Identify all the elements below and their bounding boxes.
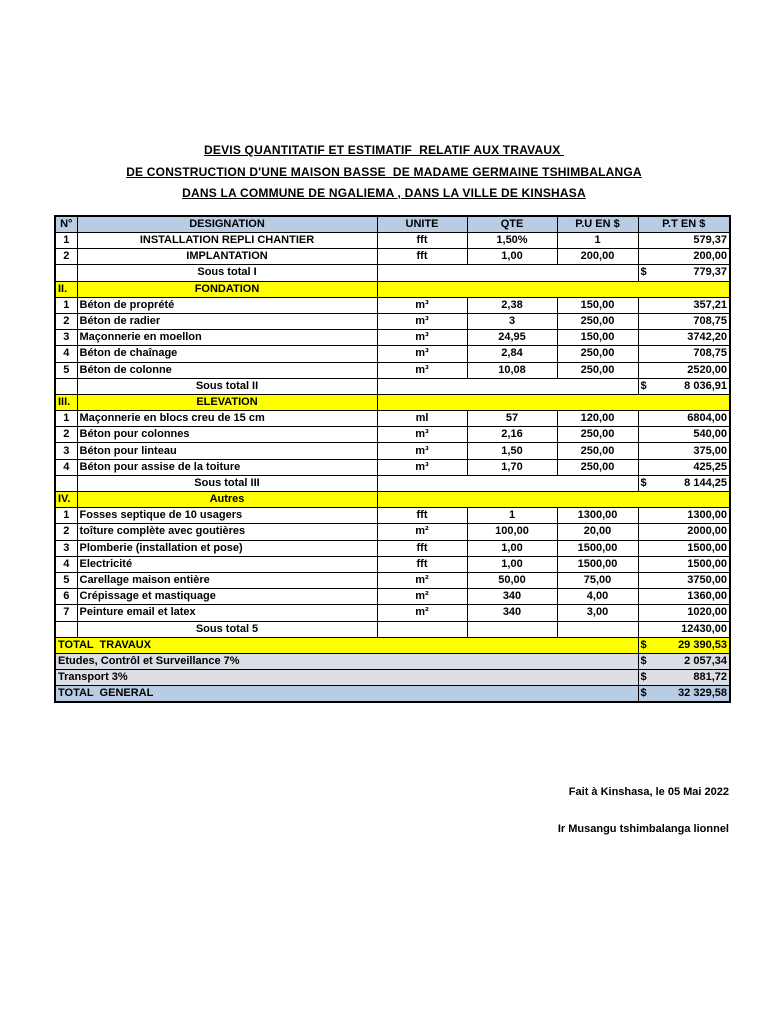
cell-pu: 120,00	[557, 411, 638, 427]
cell-subtotal-fill	[377, 265, 638, 281]
currency-symbol: $	[640, 654, 647, 667]
cell-qte: 340	[467, 605, 557, 621]
cell-pt: 540,00	[638, 427, 730, 443]
cell-section-label: FONDATION	[77, 281, 377, 297]
table-row	[55, 459, 730, 475]
cell-num: 1	[55, 297, 77, 313]
cell-num: 4	[55, 346, 77, 362]
cell-unite: m³	[377, 297, 467, 313]
cell-subtotal-label: Sous total 5	[77, 621, 377, 637]
cell-total-amount	[638, 265, 730, 281]
cell-num: 5	[55, 362, 77, 378]
cell-pt: 3750,00	[638, 572, 730, 588]
currency-symbol: $	[640, 476, 647, 489]
cell-unite: m³	[377, 459, 467, 475]
table-row	[55, 540, 730, 556]
cell-subtotal-label: Sous total II	[77, 378, 377, 394]
currency-symbol: $	[640, 687, 647, 700]
cell-pu: 250,00	[557, 362, 638, 378]
table-row	[55, 589, 730, 605]
cell-total-amount	[638, 670, 730, 686]
cell-num	[55, 621, 77, 637]
cell-unite: m³	[377, 346, 467, 362]
table-row	[55, 427, 730, 443]
currency-symbol: $	[640, 671, 647, 684]
table-row	[55, 572, 730, 588]
footer-signature-wrap	[54, 819, 729, 837]
cell-section-num: II.	[55, 281, 77, 297]
cell-designation: Plomberie (installation et pose)	[77, 540, 377, 556]
cell-num	[55, 378, 77, 394]
estimate-table-body	[55, 233, 730, 703]
table-row	[55, 411, 730, 427]
table-row	[55, 670, 730, 686]
table-row	[55, 508, 730, 524]
cell-total-amount	[638, 686, 730, 703]
cell-qte: 24,95	[467, 330, 557, 346]
cell-unite: m²	[377, 605, 467, 621]
cell-designation: Béton de colonne	[77, 362, 377, 378]
table-row	[55, 443, 730, 459]
cell-num: 6	[55, 589, 77, 605]
cell-section-label: ELEVATION	[77, 394, 377, 410]
table-row	[55, 362, 730, 378]
cell-qte: 2,38	[467, 297, 557, 313]
cell-num: 7	[55, 605, 77, 621]
title-line-1: DEVIS QUANTITATIF ET ESTIMATIF RELATIF AUX TRAVAUX	[204, 143, 564, 157]
cell-num: 1	[55, 411, 77, 427]
cell-unite: fft	[377, 556, 467, 572]
cell-pt: 6804,00	[638, 411, 730, 427]
cell-qte: 1,50%	[467, 233, 557, 249]
cell-pu: 250,00	[557, 313, 638, 329]
cell-designation: Carellage maison entière	[77, 572, 377, 588]
table-row	[55, 637, 730, 653]
header-pt: P.T EN $	[638, 216, 730, 233]
cell-pu: 250,00	[557, 443, 638, 459]
amount-value: 32 329,58	[678, 687, 727, 700]
currency-symbol: $	[640, 379, 647, 392]
cell-qte	[467, 621, 557, 637]
cell-section-fill	[377, 281, 730, 297]
cell-pu: 250,00	[557, 459, 638, 475]
cell-qte: 3	[467, 313, 557, 329]
table-row	[55, 653, 730, 669]
cell-unite: m³	[377, 313, 467, 329]
table-row	[55, 297, 730, 313]
cell-qte: 57	[467, 411, 557, 427]
cell-designation: Béton pour colonnes	[77, 427, 377, 443]
table-row	[55, 313, 730, 329]
cell-pt: 1360,00	[638, 589, 730, 605]
amount-value: 29 390,53	[678, 638, 727, 651]
table-row	[55, 524, 730, 540]
cell-designation: Fosses septique de 10 usagers	[77, 508, 377, 524]
cell-designation: Peinture email et latex	[77, 605, 377, 621]
table-row	[55, 605, 730, 621]
header-qte: QTE	[467, 216, 557, 233]
cell-pu: 4,00	[557, 589, 638, 605]
cell-pt: 1500,00	[638, 556, 730, 572]
cell-qte: 1,00	[467, 556, 557, 572]
cell-subtotal-label: Sous total I	[77, 265, 377, 281]
cell-designation: INSTALLATION REPLI CHANTIER	[77, 233, 377, 249]
cell-unite: m³	[377, 443, 467, 459]
cell-unite: fft	[377, 540, 467, 556]
table-row	[55, 394, 730, 410]
footer-signature: Ir Musangu tshimbalanga lionnel	[557, 823, 729, 835]
table-row	[55, 330, 730, 346]
table-row	[55, 346, 730, 362]
cell-subtotal-fill	[377, 475, 638, 491]
cell-num: 4	[55, 556, 77, 572]
cell-qte: 1,50	[467, 443, 557, 459]
cell-pu: 200,00	[557, 249, 638, 265]
cell-num: 4	[55, 459, 77, 475]
cell-subtotal-fill	[377, 378, 638, 394]
cell-total-amount	[638, 378, 730, 394]
cell-qte: 2,16	[467, 427, 557, 443]
cell-designation: Béton de proprété	[77, 297, 377, 313]
cell-unite: m²	[377, 524, 467, 540]
cell-pt: 357,21	[638, 297, 730, 313]
cell-subtotal-label: Sous total III	[77, 475, 377, 491]
cell-section-label: Autres	[77, 492, 377, 508]
cell-unite	[377, 621, 467, 637]
cell-pu: 75,00	[557, 572, 638, 588]
cell-num: 2	[55, 249, 77, 265]
cell-pu: 250,00	[557, 346, 638, 362]
cell-pu: 150,00	[557, 297, 638, 313]
cell-num: 2	[55, 524, 77, 540]
amount-value: 881,72	[693, 671, 727, 684]
cell-section-num: III.	[55, 394, 77, 410]
cell-pt: 12430,00	[638, 621, 730, 637]
amount-value: 2 057,34	[684, 654, 727, 667]
cell-pu: 1500,00	[557, 540, 638, 556]
cell-designation: Maçonnerie en blocs creu de 15 cm	[77, 411, 377, 427]
title-line-3: DANS LA COMMUNE DE NGALIEMA , DANS LA VILLE DE KINSHASA	[182, 186, 586, 200]
table-header-row	[55, 216, 730, 233]
cell-qte: 2,84	[467, 346, 557, 362]
cell-designation: Béton de chaînage	[77, 346, 377, 362]
cell-pt: 1020,00	[638, 605, 730, 621]
cell-qte: 1,00	[467, 249, 557, 265]
table-row	[55, 621, 730, 637]
cell-pt: 375,00	[638, 443, 730, 459]
cell-num: 3	[55, 540, 77, 556]
cell-designation: toîture complète avec goutières	[77, 524, 377, 540]
cell-section-fill	[377, 394, 730, 410]
cell-num: 1	[55, 233, 77, 249]
cell-pt: 1300,00	[638, 508, 730, 524]
cell-pu: 1500,00	[557, 556, 638, 572]
header-num: N°	[55, 216, 77, 233]
cell-total-amount	[638, 653, 730, 669]
cell-total-label: TOTAL TRAVAUX	[55, 637, 638, 653]
document-title	[0, 140, 768, 205]
cell-designation: Electricité	[77, 556, 377, 572]
estimate-table	[54, 215, 731, 703]
cell-qte: 340	[467, 589, 557, 605]
cell-pt: 3742,20	[638, 330, 730, 346]
cell-qte: 1,70	[467, 459, 557, 475]
table-row	[55, 492, 730, 508]
table-row	[55, 556, 730, 572]
footer-place-date: Fait à Kinshasa, le 05 Mai 2022	[568, 786, 729, 798]
currency-symbol: $	[640, 638, 647, 651]
cell-unite: m³	[377, 330, 467, 346]
table-row	[55, 233, 730, 249]
cell-pt: 2520,00	[638, 362, 730, 378]
cell-num	[55, 265, 77, 281]
cell-qte: 10,08	[467, 362, 557, 378]
cell-pu: 1300,00	[557, 508, 638, 524]
cell-total-amount	[638, 637, 730, 653]
table-row	[55, 265, 730, 281]
cell-designation: Maçonnerie en moellon	[77, 330, 377, 346]
cell-unite: m³	[377, 362, 467, 378]
header-designation: DESIGNATION	[77, 216, 377, 233]
table-row	[55, 686, 730, 703]
amount-value: 8 036,91	[684, 379, 727, 392]
cell-total-amount	[638, 475, 730, 491]
cell-pt: 708,75	[638, 346, 730, 362]
cell-pt: 1500,00	[638, 540, 730, 556]
cell-designation: Béton de radier	[77, 313, 377, 329]
cell-unite: fft	[377, 249, 467, 265]
cell-total-label: TOTAL GENERAL	[55, 686, 638, 703]
cell-section-num: IV.	[55, 492, 77, 508]
cell-pu: 150,00	[557, 330, 638, 346]
cell-pu: 1	[557, 233, 638, 249]
cell-unite: fft	[377, 508, 467, 524]
cell-pu: 3,00	[557, 605, 638, 621]
cell-qte: 1,00	[467, 540, 557, 556]
amount-value: 8 144,25	[684, 476, 727, 489]
title-line-2: DE CONSTRUCTION D'UNE MAISON BASSE DE MADAME GERMAINE TSHIMBALANGA	[126, 164, 642, 179]
header-unite: UNITE	[377, 216, 467, 233]
cell-unite: m³	[377, 427, 467, 443]
table-row	[55, 378, 730, 394]
footer-place-date-wrap	[54, 782, 729, 800]
cell-designation: Béton pour assise de la toiture	[77, 459, 377, 475]
cell-pu: 250,00	[557, 427, 638, 443]
cell-num: 5	[55, 572, 77, 588]
table-row	[55, 249, 730, 265]
cell-num: 2	[55, 313, 77, 329]
header-pu: P.U EN $	[557, 216, 638, 233]
cell-pu: 20,00	[557, 524, 638, 540]
cell-unite: m²	[377, 589, 467, 605]
cell-designation: Crépissage et mastiquage	[77, 589, 377, 605]
cell-section-fill	[377, 492, 730, 508]
cell-num	[55, 475, 77, 491]
cell-pt: 425,25	[638, 459, 730, 475]
cell-pt: 708,75	[638, 313, 730, 329]
cell-pt: 579,37	[638, 233, 730, 249]
amount-value: 779,37	[693, 266, 727, 279]
cell-pt: 2000,00	[638, 524, 730, 540]
cell-qte: 50,00	[467, 572, 557, 588]
table-row	[55, 475, 730, 491]
cell-num: 3	[55, 330, 77, 346]
cell-designation: Béton pour linteau	[77, 443, 377, 459]
cell-unite: fft	[377, 233, 467, 249]
cell-total-label: Etudes, Contrôl et Surveillance 7%	[55, 653, 638, 669]
cell-pu	[557, 621, 638, 637]
cell-designation: IMPLANTATION	[77, 249, 377, 265]
cell-num: 1	[55, 508, 77, 524]
cell-num: 3	[55, 443, 77, 459]
cell-qte: 100,00	[467, 524, 557, 540]
cell-total-label: Transport 3%	[55, 670, 638, 686]
cell-pt: 200,00	[638, 249, 730, 265]
cell-qte: 1	[467, 508, 557, 524]
table-row	[55, 281, 730, 297]
cell-num: 2	[55, 427, 77, 443]
cell-unite: ml	[377, 411, 467, 427]
currency-symbol: $	[640, 266, 647, 279]
cell-unite: m²	[377, 572, 467, 588]
